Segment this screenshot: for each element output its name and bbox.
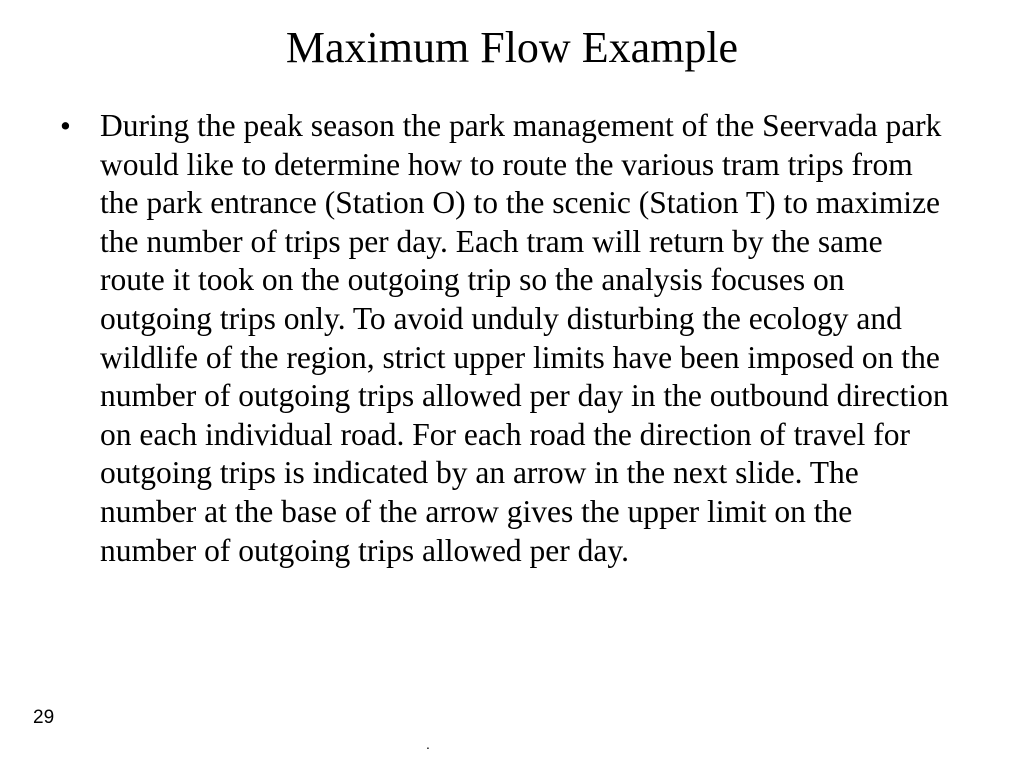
slide-number: 29: [33, 707, 55, 728]
bullet-text: During the peak season the park management of the Seervada park would like to determine how to route the various tram trips from the park entrance (Station O) to the scenic (Station T) to maximize the number of trips per day. Each tram will return by the same route it took on the outgoing trip so the analysis focuses on outgoing trips only. To avoid unduly disturbing the ecology and wildlife of the region, strict upper limits have been imposed on the number of outgoing trips allowed per day in the outbound direction on each individual road. For each road the direction of travel for outgoing trips is indicated by an arrow in the next slide. The number at the base of the arrow gives the upper limit on the number of outgoing trips allowed per day.: [100, 108, 949, 568]
bullet-marker-icon: •: [60, 108, 71, 143]
slide-title: Maximum Flow Example: [285, 23, 739, 72]
bullet-list: [60, 107, 960, 570]
footer-mark: .: [426, 736, 430, 752]
bullet-item: [60, 107, 960, 570]
